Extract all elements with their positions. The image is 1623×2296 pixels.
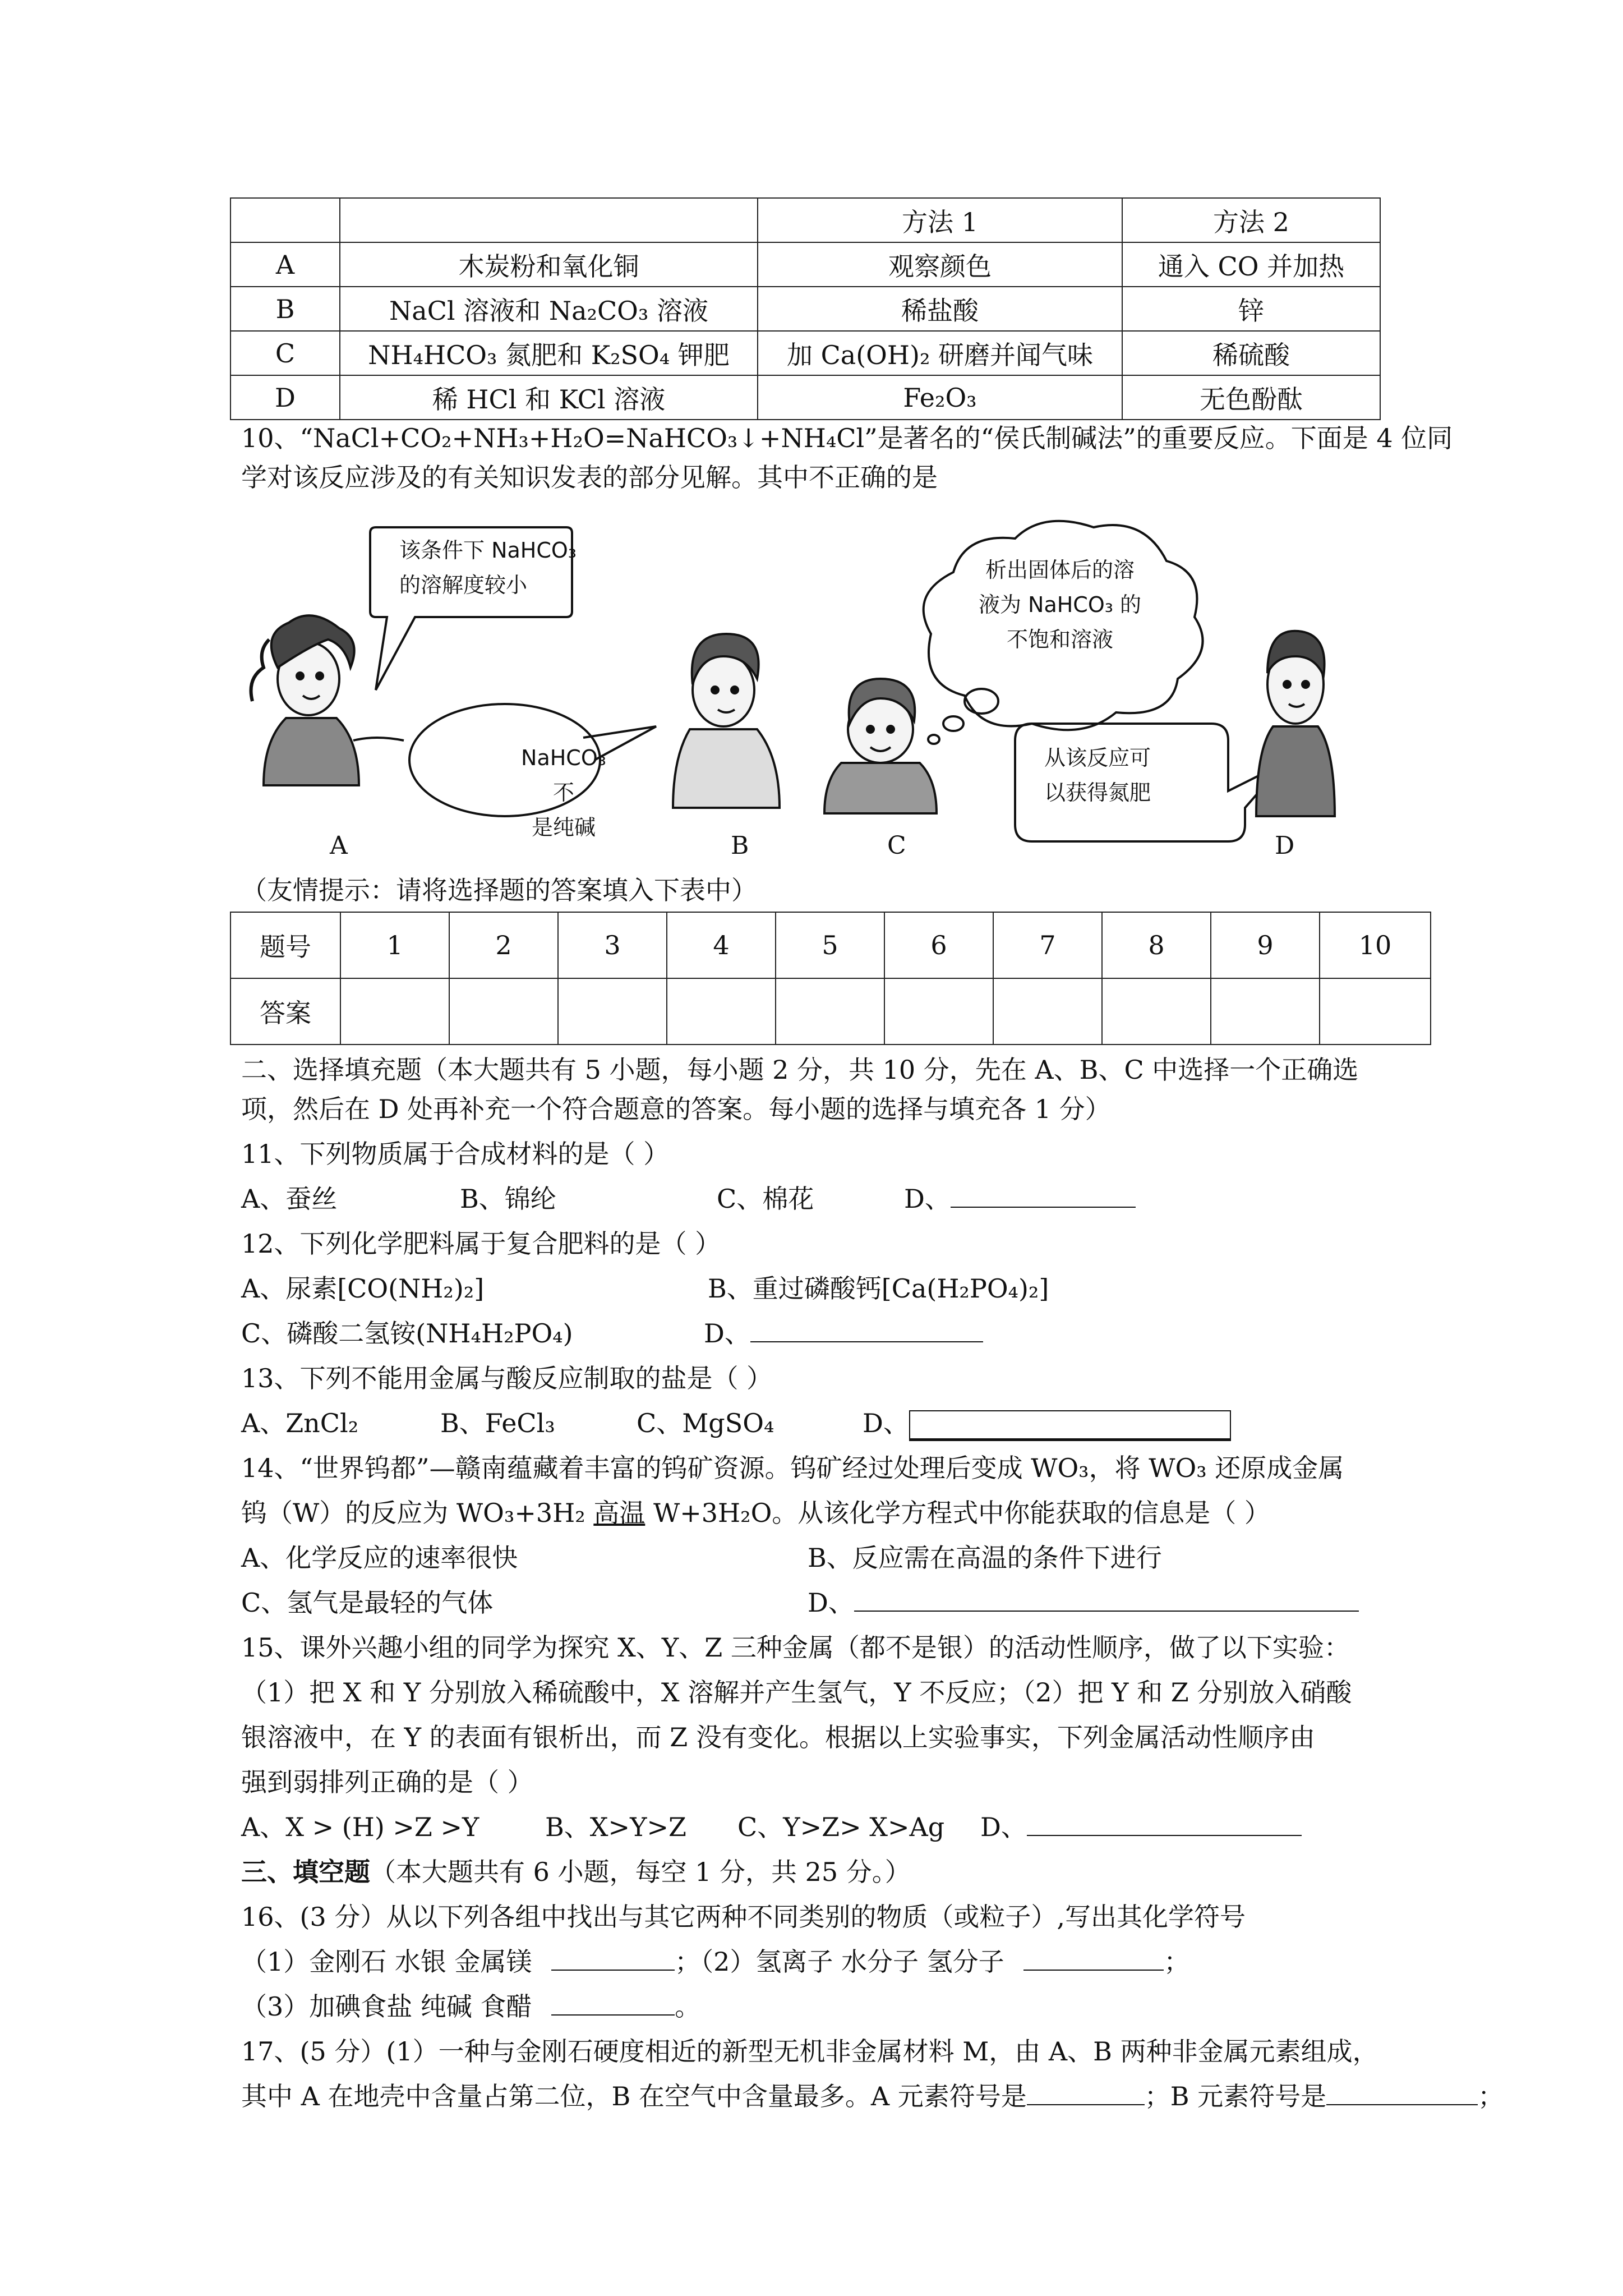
row-label: A — [230, 242, 340, 287]
row-label: C — [230, 331, 340, 375]
q12-option-c: C、磷酸二氢铵(NH₄H₂PO₄) — [241, 1318, 573, 1349]
answer-cell-7[interactable] — [993, 978, 1102, 1045]
table-row — [230, 375, 1380, 420]
q15-line3: 银溶液中，在 Y 的表面有银析出，而 Z 没有变化。根据以上实验事实，下列金属活动性顺序由 — [241, 1722, 1315, 1752]
q16-group3: （3）加碘食盐 纯碱 食醋 — [241, 1991, 532, 2022]
method1-cell: 稀盐酸 — [758, 287, 1122, 331]
q15-line2: （1）把 X 和 Y 分别放入稀硫酸中，X 溶解并产生氢气，Y 不反应；（2）把 Y 和 Z 分别放入硝酸 — [241, 1677, 1352, 1708]
q11-option-a: A、蚕丝 — [241, 1184, 338, 1214]
substances-cell: 稀 HCl 和 KCl 溶液 — [340, 375, 758, 420]
question-number: 7 — [993, 912, 1102, 978]
answer-cell-5[interactable] — [776, 978, 884, 1045]
question-number: 2 — [449, 912, 558, 978]
q16-stem: 16、(3 分）从以下列各组中找出与其它两种不同类别的物质（或粒子）,写出其化学符号 — [241, 1902, 1246, 1932]
q10-line1: 10、“NaCl+CO₂+NH₃+H₂O=NaHCO₃↓+NH₄Cl”是著名的“侯氏制碱法”的重要反应。下面是 4 位同 — [241, 423, 1453, 453]
q12-answer-blank[interactable] — [750, 1319, 983, 1342]
q11-option-d — [904, 1179, 1136, 1218]
q16-blank-3[interactable] — [551, 1992, 675, 2016]
row-label: B — [230, 287, 340, 331]
question-number: 10 — [1320, 912, 1431, 978]
answer-cell-4[interactable] — [667, 978, 776, 1045]
question-number: 5 — [776, 912, 884, 978]
q15-answer-blank[interactable] — [1027, 1812, 1302, 1836]
q13-answer-blank[interactable] — [909, 1410, 1231, 1441]
bubble-a-text — [399, 533, 577, 602]
question-number: 4 — [667, 912, 776, 978]
q16-end3: 。 — [675, 1991, 701, 2022]
q17-line2 — [241, 2077, 1504, 2116]
answer-cell-10[interactable] — [1320, 978, 1431, 1045]
bubble-b-text — [508, 740, 620, 845]
q15-line1: 15、课外兴趣小组的同学为探究 X、Y、Z 三种金属（都不是银）的活动性顺序，做了以下实验： — [241, 1632, 1350, 1663]
answer-row — [230, 978, 1431, 1045]
section3-heading — [241, 1852, 911, 1892]
q14-d-label: D、 — [808, 1588, 854, 1618]
q16-row2 — [241, 1987, 700, 2026]
q17-blank-a[interactable] — [1027, 2082, 1145, 2105]
method2-cell: 通入 CO 并加热 — [1122, 242, 1380, 287]
question-number-label: 题号 — [230, 912, 340, 978]
q12-option-d — [704, 1314, 983, 1353]
bubble-b-line2: 是纯碱 — [531, 815, 596, 840]
q16-group2: ；（2）氢离子 水分子 氢分子 — [675, 1947, 1004, 1977]
q15-d-label: D、 — [980, 1812, 1027, 1842]
answer-cell-9[interactable] — [1211, 978, 1320, 1045]
q12-option-b: B、重过磷酸钙[Ca(H₂PO₄)₂] — [708, 1273, 1049, 1304]
method2-cell: 稀硫酸 — [1122, 331, 1380, 375]
table-row — [230, 242, 1380, 287]
answer-cell-2[interactable] — [449, 978, 558, 1045]
q13-option-b: B、FeCl₃ — [440, 1408, 555, 1438]
q17-blank-b[interactable] — [1326, 2082, 1478, 2105]
section3-title: 三、填空题 — [241, 1857, 370, 1887]
q15-option-d — [980, 1807, 1302, 1847]
q10-line2: 学对该反应涉及的有关知识发表的部分见解。其中不正确的是 — [241, 462, 938, 493]
bubble-c-text — [976, 553, 1144, 657]
answer-table — [230, 912, 1431, 1045]
question-number: 3 — [558, 912, 667, 978]
q12-stem: 12、下列化学肥料属于复合肥料的是（ ） — [241, 1228, 721, 1259]
method1-cell: 观察颜色 — [758, 242, 1122, 287]
figure-label-a: A — [330, 831, 348, 860]
bubble-a-line1: 该条件下 NaHCO₃ — [399, 538, 577, 563]
answer-cell-8[interactable] — [1102, 978, 1211, 1045]
question-number: 9 — [1211, 912, 1320, 978]
header-cell — [340, 198, 758, 242]
q11-stem: 11、下列物质属于合成材料的是（ ） — [241, 1139, 670, 1169]
header-method1: 方法 1 — [758, 198, 1122, 242]
q13-stem: 13、下列不能用金属与酸反应制取的盐是（ ） — [241, 1363, 773, 1393]
bubble-d-text — [1044, 740, 1151, 810]
q11-d-label: D、 — [904, 1184, 951, 1214]
method-table — [230, 197, 1381, 420]
q16-blank-2[interactable] — [1023, 1947, 1164, 1971]
substances-cell: 木炭粉和氧化铜 — [340, 242, 758, 287]
q14-option-b: B、反应需在高温的条件下进行 — [808, 1543, 1162, 1573]
q11-option-c: C、棉花 — [717, 1184, 814, 1214]
q14-option-a: A、化学反应的速率很快 — [241, 1543, 518, 1573]
q17-text-b: ；B 元素符号是 — [1144, 2081, 1327, 2111]
header-method2: 方法 2 — [1122, 198, 1380, 242]
q17-text-a: 其中 A 在地壳中含量占第二位，B 在空气中含量最多。A 元素符号是 — [241, 2081, 1027, 2111]
method-table-header-row — [230, 198, 1380, 242]
answer-label: 答案 — [230, 978, 340, 1045]
section2-line2: 项，然后在 D 处再补充一个符合题意的答案。每小题的选择与填充各 1 分） — [241, 1094, 1111, 1124]
header-cell — [230, 198, 340, 242]
q14-condition: 高温 — [593, 1498, 645, 1528]
q15-option-b: B、X>Y>Z — [545, 1812, 686, 1842]
q14-equation-left: 钨（W）的反应为 WO₃+3H₂ — [241, 1498, 594, 1528]
q12-d-label: D、 — [704, 1318, 750, 1349]
substances-cell: NH₄HCO₃ 氮肥和 K₂SO₄ 钾肥 — [340, 331, 758, 375]
student-b-icon — [673, 634, 780, 808]
question-number: 1 — [340, 912, 449, 978]
table-row — [230, 287, 1380, 331]
q12-option-a: A、尿素[CO(NH₂)₂] — [241, 1273, 485, 1304]
row-label: D — [230, 375, 340, 420]
q14-option-d — [808, 1583, 1359, 1622]
question-number: 6 — [884, 912, 993, 978]
bubble-a-line2: 的溶解度较小 — [399, 573, 528, 597]
bubble-c-line1: 析出固体后的溶 — [985, 558, 1135, 582]
q13-d-label: D、 — [863, 1408, 909, 1438]
q15-line4: 强到弱排列正确的是（ ） — [241, 1767, 533, 1797]
bubble-b-line1: NaHCO₃ 不 — [521, 746, 606, 805]
q13-option-c: C、MgSO₄ — [637, 1408, 774, 1438]
student-c-icon — [824, 679, 937, 813]
method1-cell: Fe₂O₃ — [758, 375, 1122, 420]
q16-end1: ； — [1164, 1947, 1190, 1977]
q16-group1: （1）金刚石 水银 金属镁 — [241, 1947, 532, 1977]
q16-blank-1[interactable] — [551, 1947, 675, 1971]
figure-label-c: C — [887, 831, 906, 860]
q16-row1 — [241, 1942, 1189, 1981]
q15-option-c: C、Y>Z> X>Ag — [737, 1812, 945, 1842]
q14-answer-blank[interactable] — [854, 1588, 1359, 1612]
q17-text-c: ； — [1478, 2081, 1504, 2111]
q14-equation-right: W+3H₂O。从该化学方程式中你能获取的信息是（ ） — [645, 1498, 1270, 1528]
section3-note: （本大题共有 6 小题，每空 1 分，共 25 分。） — [370, 1857, 911, 1887]
q14-option-c: C、氢气是最轻的气体 — [241, 1588, 494, 1618]
method2-cell: 无色酚酞 — [1122, 375, 1380, 420]
q14-line2 — [241, 1493, 1270, 1533]
bubble-d-line1: 从该反应可 — [1044, 746, 1151, 770]
bubble-d-line2: 以获得氮肥 — [1044, 780, 1151, 805]
figure-label-d: D — [1275, 831, 1295, 860]
student-d-icon — [1256, 631, 1335, 816]
student-a-icon — [251, 615, 404, 785]
table-row — [230, 331, 1380, 375]
q11-answer-blank[interactable] — [951, 1184, 1136, 1208]
q14-line1: 14、“世界钨都”—赣南蕴藏着丰富的钨矿资源。钨矿经过处理后变成 WO₃，将 WO₃ 还原成金属 — [241, 1453, 1344, 1483]
answer-cell-1[interactable] — [340, 978, 449, 1045]
method1-cell: 加 Ca(OH)₂ 研磨并闻气味 — [758, 331, 1122, 375]
substances-cell: NaCl 溶液和 Na₂CO₃ 溶液 — [340, 287, 758, 331]
figure-label-b: B — [731, 831, 749, 860]
q17-line1: 17、(5 分）(1）一种与金刚石硬度相近的新型无机非金属材料 M，由 A、B 两种非金属元素组成， — [241, 2036, 1378, 2067]
answer-cell-3[interactable] — [558, 978, 667, 1045]
question-number: 8 — [1102, 912, 1211, 978]
bubble-c-line2: 液为 NaHCO₃ 的 — [978, 592, 1142, 617]
method2-cell: 锌 — [1122, 287, 1380, 331]
answer-cell-6[interactable] — [884, 978, 993, 1045]
answer-hint: （友情提示：请将选择题的答案填入下表中） — [241, 875, 757, 905]
q13-option-a: A、ZnCl₂ — [241, 1408, 359, 1438]
q11-option-b: B、锦纶 — [460, 1184, 556, 1214]
bubble-c-line3: 不饱和溶液 — [1006, 627, 1113, 652]
q15-option-a: A、X > (H) >Z >Y — [241, 1812, 479, 1842]
q13-option-d — [863, 1404, 1231, 1443]
answer-number-row — [230, 912, 1431, 978]
section2-line1: 二、选择填充题（本大题共有 5 小题，每小题 2 分，共 10 分，先在 A、B、C 中选择一个正确选 — [241, 1055, 1359, 1085]
